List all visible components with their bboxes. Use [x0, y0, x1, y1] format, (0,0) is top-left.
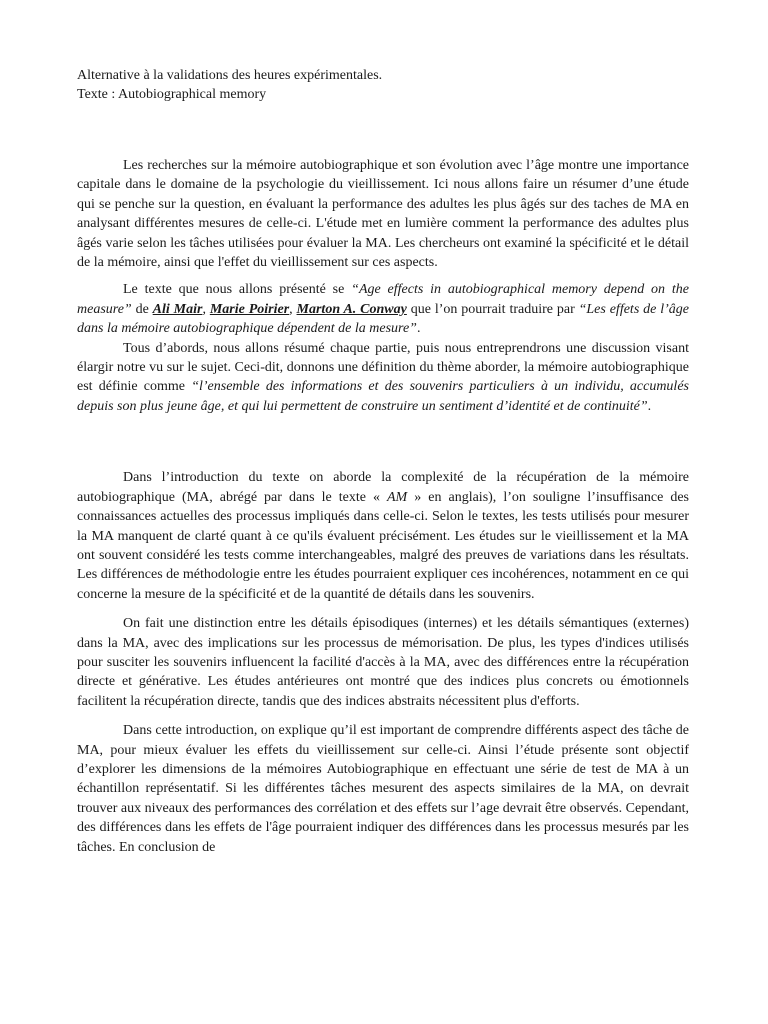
paragraph-intro: Les recherches sur la mémoire autobiographique et son évolution avec l’âge montre une importance capitale dans le domaine de la psychologie du vieillissement. Ici nous allons faire un résumer d’une étude qui se penche sur la question, en évaluant la performance des adultes les plus âgés sur des taches de MA en analysant différentes mesures de celle-ci. L'étude met en lumière comment la performance des adultes plus âgés varie selon les tâches utilisées pour évaluer la MA. Les chercheurs ont examiné la spécificité et le détail de la mémoire, ainsi que l'effet du vieillissement sur ces aspects.: [77, 158, 689, 271]
document-subtitle: Texte : Autobiographical memory: [77, 87, 267, 102]
abbreviation-am: AM: [387, 489, 408, 505]
document-title: Alternative à la validations des heures expérimentales.: [77, 68, 383, 83]
definition-quote: “l’ensemble des informations et des souvenirs particuliers à un individu, accumulés depuis son plus jeune âge, et qui lui permettent de construire un sentiment d’identité et de continuité”: [77, 379, 689, 414]
text-run: .: [416, 321, 421, 337]
text-run: Tous d’abords, nous allons résumé chaque partie, puis nous entreprendrons une discussion visant élargir notre vu sur le sujet. Ceci-dit, donnons une définition du thème aborder, la mémoire autobiographique est définie comme: [77, 340, 689, 395]
text-run: ,: [289, 301, 297, 317]
author-link-ali-mair[interactable]: Ali Mair: [152, 301, 203, 317]
paragraph-study-objective: Dans cette introduction, on explique qu’il est important de comprendre différents aspect des tâche de MA, pour mieux évaluer les effets du vieillissement sur celle-ci. Ainsi l’étude présente sont objectif d’explorer les dimensions de la mémoires Autobiographique en effectuant une série de test de MA à un échantillon représentatif. Si les différentes tâches mesurent des aspects similaires de la MA, on devrait trouver aux niveaux des performances des corrélation et des effets sur l’age devrait être observés. Cependant, des différences dans les effets de l'âge pourraient indiquer des différences dans les processus mesurés par les tâches. En conclusion de: [77, 723, 689, 855]
text-run: de: [131, 301, 153, 317]
text-run: ,: [202, 301, 210, 317]
text-run: .: [647, 398, 652, 414]
text-run: que l’on pourrait traduire par: [406, 301, 579, 317]
text-run: Le texte que nous allons présenté se: [123, 282, 352, 298]
author-link-marton-conway[interactable]: Marton A. Conway: [296, 301, 407, 317]
paragraph-definition: [77, 339, 689, 417]
french-title: “Les effets de l’âge dans la mémoire autobiographique dépendent de la mesure”: [77, 301, 689, 337]
text-run: » en anglais), l’on souligne l’insuffisance des connaissances actuelles des processus impliqués dans celle-ci. Selon le textes, les tests utilisés pour mesurer la MA manquent de clarté quant à ce qu'ils évaluent précisément. Les études sur le vieillissement et la MA ont souvent considéré les tests comme interchangeables, malgré des preuves de variations dans les résultats. Les différences de méthodologie entre les études pourraient expliquer ces incohérences, notamment en ce qui concerne la mesure de la spécificité et de la quantité de détails dans les souvenirs.: [77, 489, 690, 602]
document-page: [77, 66, 689, 857]
english-title: “Age effects in autobiographical memory depend on the measure”: [77, 282, 689, 317]
paragraph-source-text: [77, 280, 689, 338]
author-link-marie-poirier[interactable]: Marie Poirier: [209, 301, 290, 317]
paragraph-introduction-summary: [77, 468, 689, 604]
paragraph-details-distinction: On fait une distinction entre les détails épisodiques (internes) et les détails sémantiques (externes) dans la MA, avec des implications sur les processus de mémorisation. De plus, les types d'indices utilisés pour susciter les souvenirs influencent la facilité d'accès à la MA, avec des différences entre la récupération directe et générative. Les études antérieures ont montré que des indices plus concrets ou émotionnels facilitent la récupération directe, tandis que des indices abstraits nécessitent plus d'efforts.: [77, 616, 689, 709]
text-run: Dans l’introduction du texte on aborde la complexité de la récupération de la mémoire autobiographique (MA, abrégé par dans le texte «: [77, 470, 689, 505]
